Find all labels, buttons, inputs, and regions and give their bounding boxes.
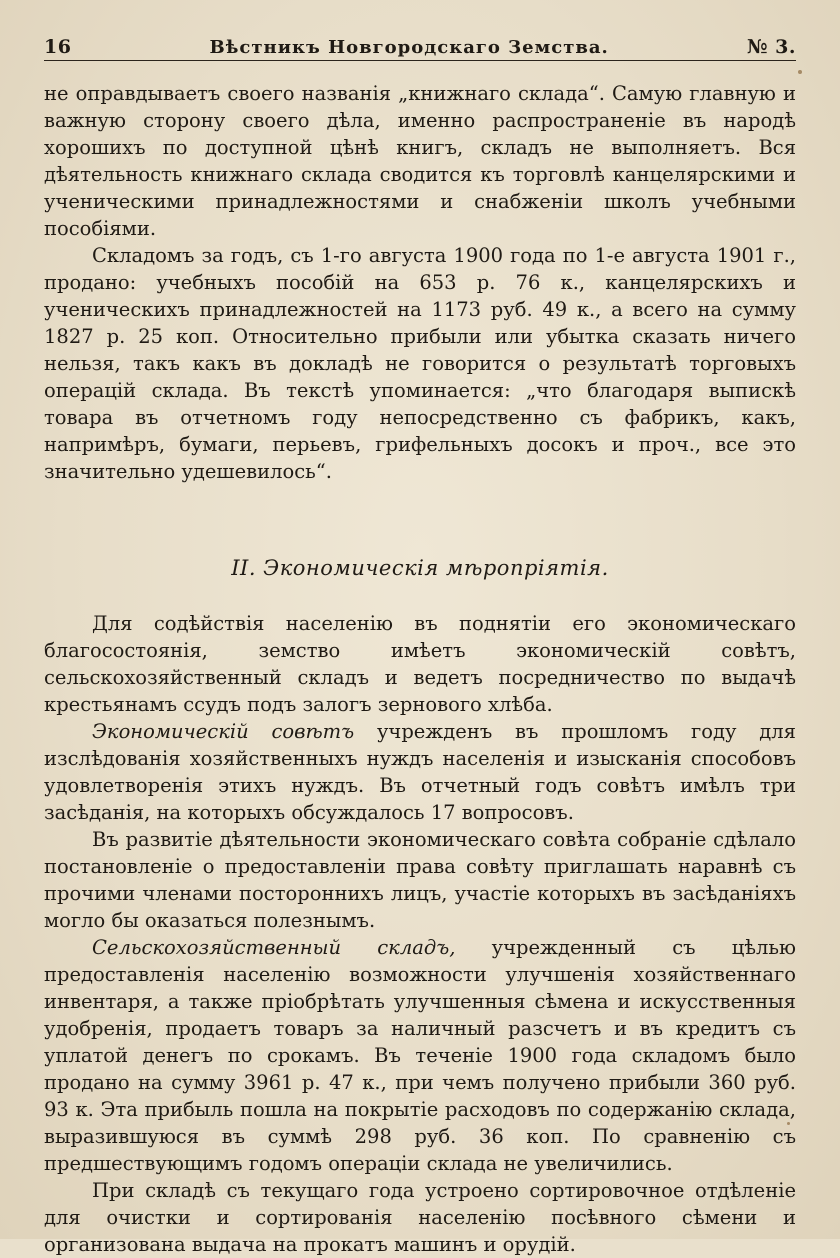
running-header bbox=[44, 26, 796, 58]
issue-number: № 3. bbox=[746, 36, 796, 58]
paragraph-intro: Для содѣйствія населенію въ поднятіи его экономическаго благосостоянія, земство имѣетъ экономическій совѣтъ, сельскохозяйственный складъ и ведетъ посредничество по выдачѣ крестьянамъ ссудъ подъ залогъ зернового хлѣба. bbox=[44, 612, 796, 716]
paragraph-agri-warehouse-text: учрежденный съ цѣлью предоставленія населенію возможности улучшенія хозяйственнаго инвентаря, а также пріобрѣтать улучшенныя сѣмена и искусственныя удобренія, продаетъ товаръ за наличный разсчетъ и въ кредитъ съ уплатой денегъ по срокамъ. Въ теченіе 1900 года складомъ было продано на сумму 3961 р. 47 к., при чемъ получено прибыли 360 руб. 93 к. Эта прибыль пошла на покрытіе расходовъ по содержанію склада, выразившуюся въ суммѣ 298 руб. 36 коп. По сравненію съ предшествующимъ годомъ операціи склада не увеличились. bbox=[44, 936, 797, 1175]
paragraph-sorting-department: При складѣ съ текущаго года устроено сортировочное отдѣленіе для очистки и сортированія населенію посѣвного сѣмени и организована выдача на прокатъ машинъ и орудій. bbox=[44, 1179, 796, 1256]
section-title: II. Экономическія мѣропріятія. bbox=[231, 556, 609, 580]
paragraph-agri-warehouse bbox=[44, 934, 796, 1177]
paragraph-continuation: не оправдываетъ своего названія „книжнаго склада“. Самую главную и важную сторону своего дѣла, именно распространеніе въ народѣ хорошихъ по доступной цѣнѣ книгъ, складъ не выполняетъ. Вся дѣятельность книжнаго склада сводится къ торговлѣ канцелярскими и ученическими принадлежностями и снабженіи школъ учебными пособіями. bbox=[44, 82, 796, 240]
page-number: 16 bbox=[44, 36, 72, 58]
term-agri-warehouse: Сельскохозяйственный складъ, bbox=[92, 936, 456, 959]
term-economic-council: Экономическій совѣтъ bbox=[92, 720, 355, 743]
header-rule bbox=[44, 60, 796, 61]
paragraph-council-rights: Въ развитіе дѣятельности экономическаго совѣта собраніе сдѣлало постановленіе о предоставленіи права совѣту приглашать наравнѣ съ прочими членами постороннихъ лицъ, участіе которыхъ въ засѣданіяхъ могло бы оказаться полезнымъ. bbox=[44, 828, 796, 932]
journal-title: Вѣстникъ Новгородскаго Земства. bbox=[209, 37, 609, 58]
paragraph-book-sales: Складомъ за годъ, съ 1-го августа 1900 года по 1-е августа 1901 г., продано: учебныхъ пособій на 653 р. 76 к., канцелярскихъ и ученическихъ принадлежностей на 1173 руб. 49 к., а всего на сумму 1827 р. 25 коп. Относительно прибыли или убытка сказать ничего нельзя, такъ какъ въ докладѣ не говорится о результатѣ торговыхъ операцій склада. Въ текстѣ упоминается: „что благодаря выпискѣ товара въ отчетномъ году непосредственно съ фабрикъ, какъ, напримѣръ, бумаги, перьевъ, грифельныхъ досокъ и проч., все это значительно удешевилось“. bbox=[44, 244, 796, 483]
page-body bbox=[44, 80, 796, 1258]
paragraph-economic-council-text: учрежденъ въ прошломъ году для изслѣдованія хозяйственныхъ нуждъ населенія и изысканія способовъ удовлетворенія этихъ нуждъ. Въ отчетный годъ совѣтъ имѣлъ три засѣданія, на которыхъ обсуждалось 17 вопросовъ. bbox=[44, 720, 796, 824]
paragraph-economic-council bbox=[44, 718, 796, 826]
paper-speck bbox=[798, 70, 802, 74]
paper-speck bbox=[787, 1122, 790, 1125]
